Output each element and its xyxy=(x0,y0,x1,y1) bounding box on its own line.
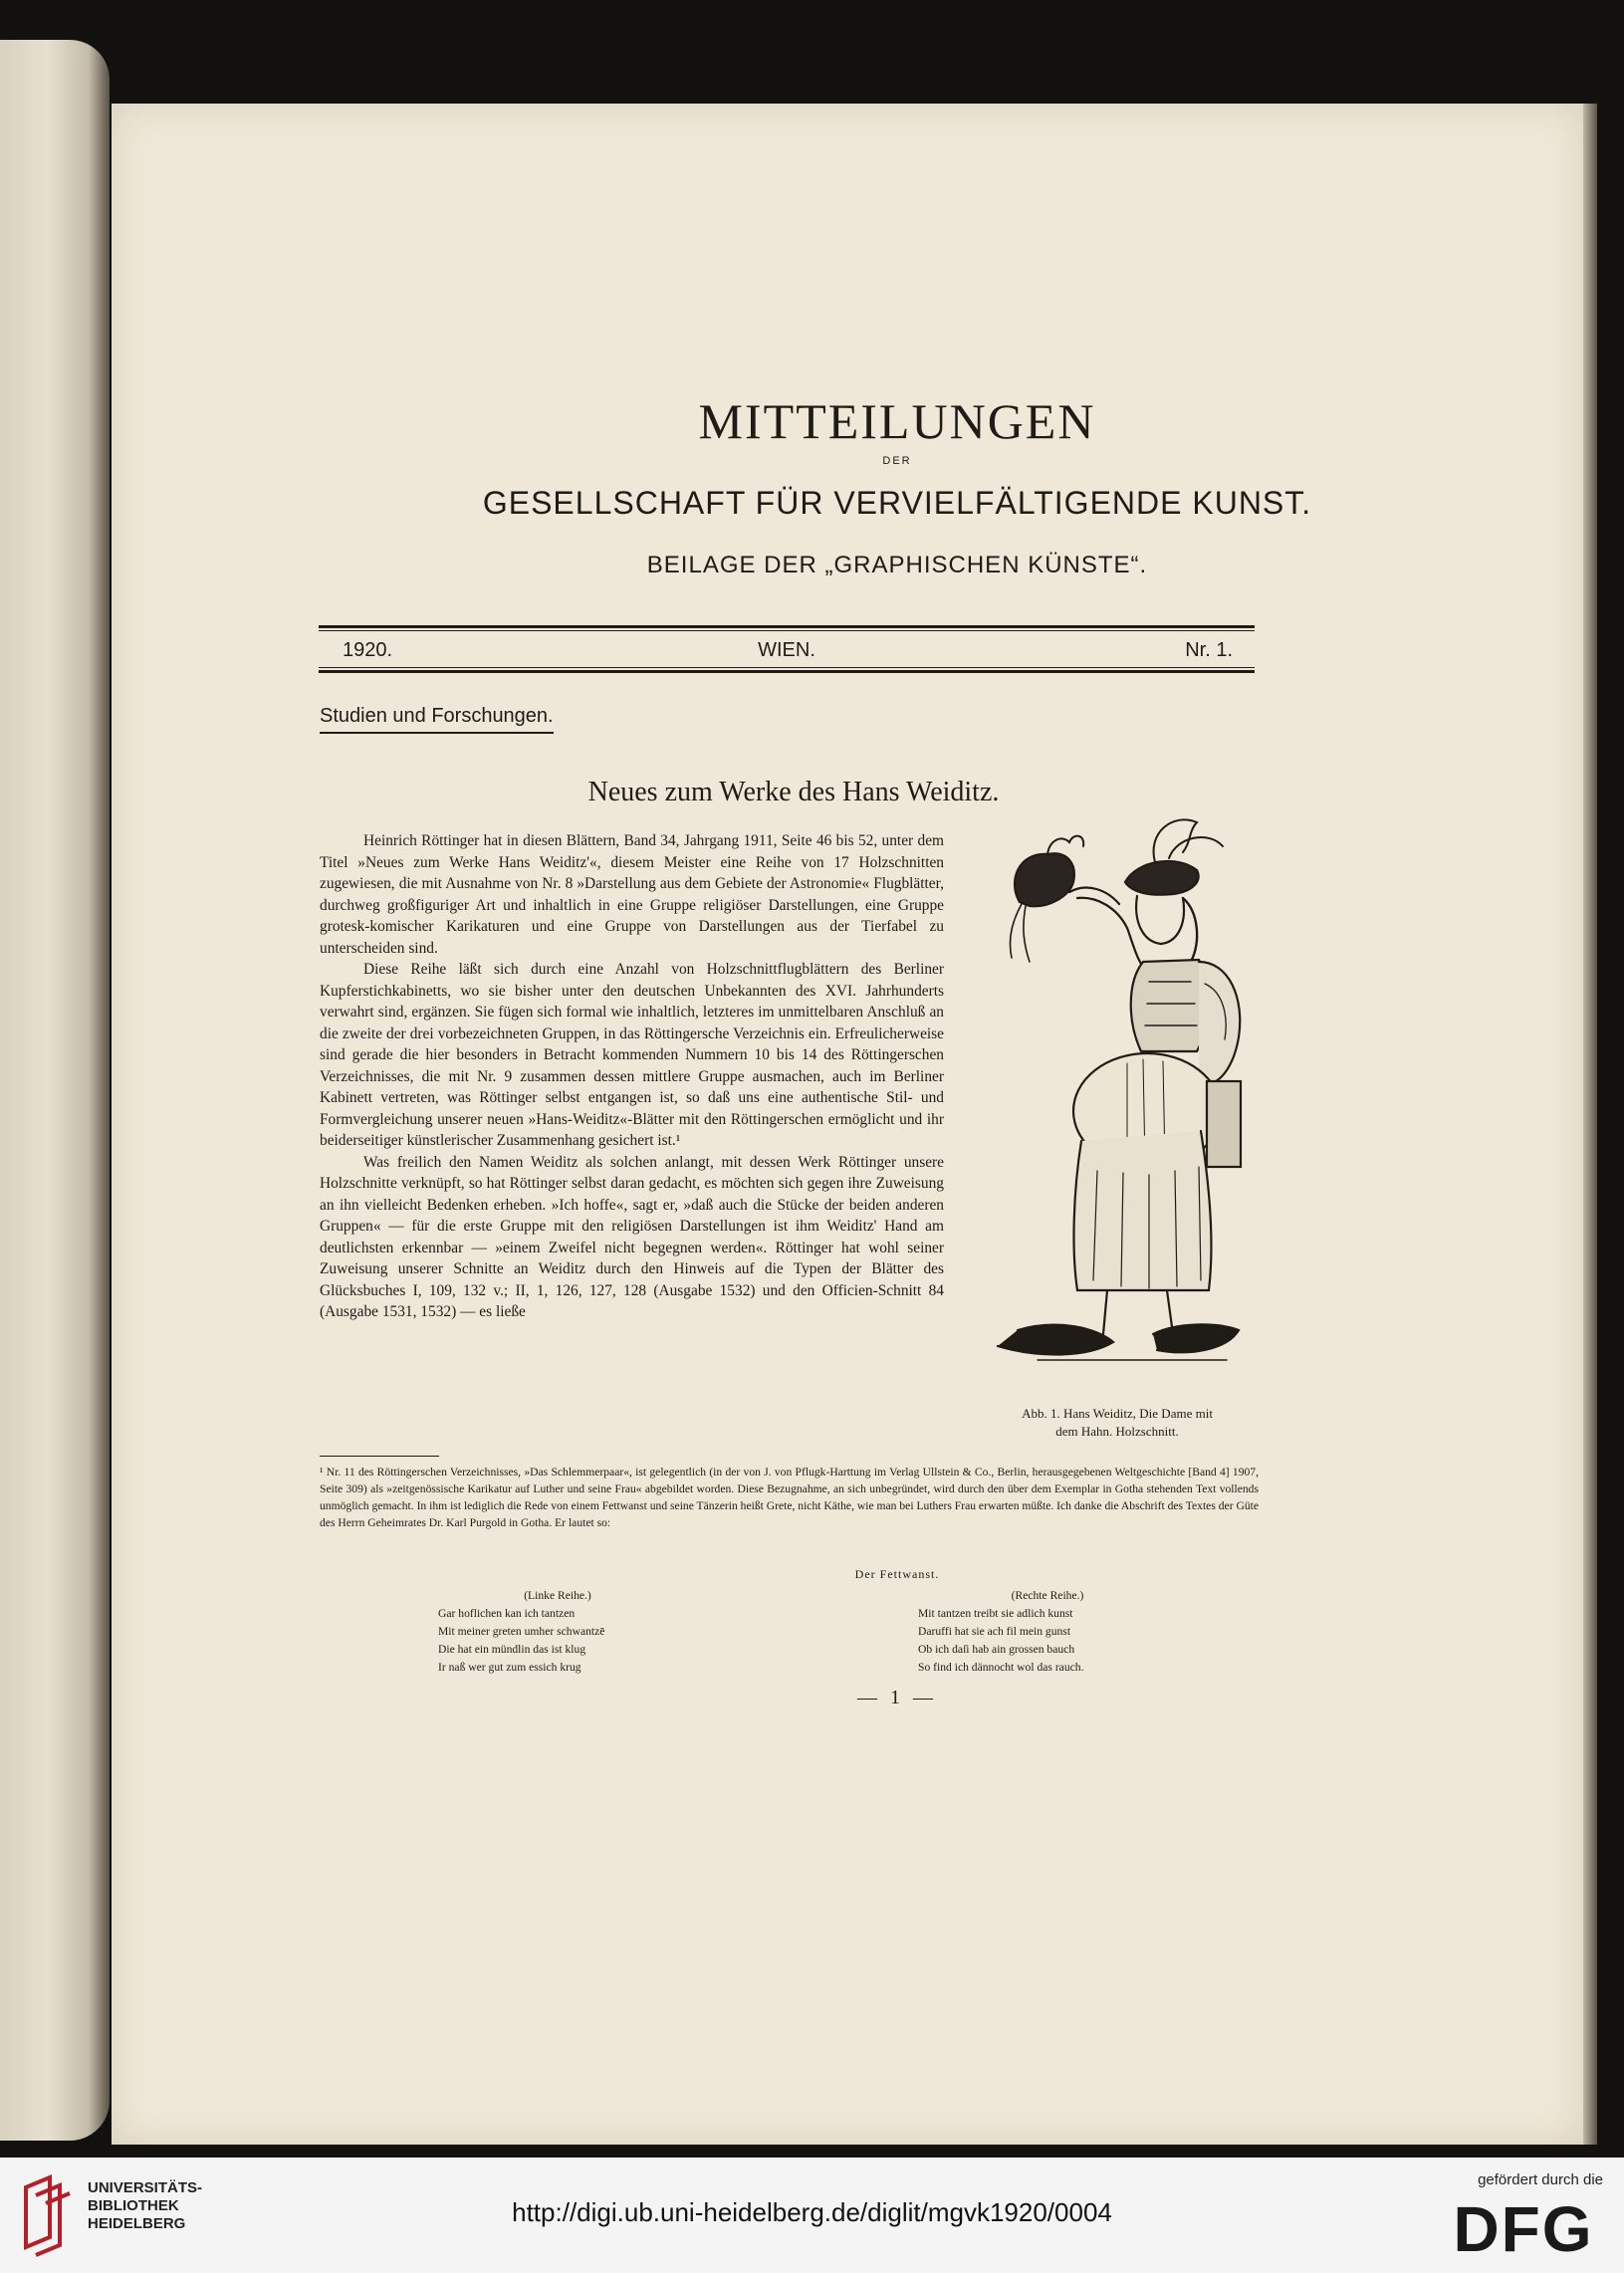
library-name-line: BIBLIOTHEK xyxy=(88,2197,179,2214)
library-name-line: HEIDELBERG xyxy=(88,2215,186,2232)
poem-line: Mit meiner greten umher schwantzē xyxy=(438,1625,605,1638)
paragraph: Heinrich Röttinger hat in diesen Blättern, Band 34, Jahrgang 1911, Seite 46 bis 52, unter dem Titel »Neues zum Werke Hans Weiditz'«, diesem Meister eine Reihe von 17 Holzschnitten zugewiesen, die mit Ausnahme von Nr. 8 »Darstellung aus dem Gebiete der Astronomie« Flugblätter, durchweg großfiguriger Art und inhaltlich in eine Gruppe religiöser Darstellungen, eine Gruppe grotesk-komischer Karikaturen und eine Gruppe von Darstellungen aus der Tierfabel zu unterscheiden sind. xyxy=(320,832,944,957)
footnote: ¹ Nr. 11 des Röttingerschen Verzeichnisses, »Das Schlemmerpaar«, ist gelegentlich (in der von J. von Pflugk-Harttung im Verlag Ullstein & Co., Berlin, herausgegebenen Weltgeschichte [Band 4] 1907, Seite 309) als »zeitgenössische Karikatur auf Luther und seine Frau« abgebildet worden. Diese Bezugnahme, an sich unbegründet, wird durch den über dem Exemplar in Gotha stehenden Text vollends unmöglich gemacht. In ihm ist lediglich die Rede von einem Fettwanst und seine Tänzerin heißt Grete, nicht Käthe, wie man bei Luthers Frau erwarten müßte. Ich danke die Abschrift des Textes der Güte des Herrn Geheimrates Dr. Karl Purgold in Gotha. Er lautet so: xyxy=(320,1466,1259,1529)
masthead-supplement: BEILAGE DER „GRAPHISCHEN KÜNSTE“. xyxy=(646,552,1148,578)
library-name-line: UNIVERSITÄTS- xyxy=(88,2179,203,2196)
article-body xyxy=(320,830,944,1323)
poem-line: Die hat ein mündlin das ist klug xyxy=(438,1643,586,1656)
figure-caption xyxy=(970,1405,1265,1441)
poem-line: Gar hoflichen kan ich tantzen xyxy=(438,1607,576,1620)
poem-right-column xyxy=(918,1587,1177,1677)
page-number: — 1 — xyxy=(857,1687,937,1708)
masthead-title: MITTEILUNGEN xyxy=(698,393,1096,449)
poem-line: Daruffi hat sie ach fil mein gunst xyxy=(918,1625,1071,1638)
viewer-footer xyxy=(0,2158,1624,2273)
poem-column-heading: (Rechte Reihe.) xyxy=(1011,1589,1084,1602)
section-heading: Studien und Forschungen. xyxy=(320,705,554,734)
journal-page xyxy=(112,104,1583,2145)
caption-line: dem Hahn. Holzschnitt. xyxy=(1055,1424,1179,1439)
footnote-rule xyxy=(320,1456,439,1457)
issue-bar xyxy=(319,629,1255,669)
poem-left-column xyxy=(438,1587,677,1677)
left-page-edge xyxy=(0,40,110,2141)
woodcut-lady-with-rooster xyxy=(978,812,1257,1380)
issue-rule-bottom-thin xyxy=(319,667,1255,668)
paragraph: Diese Reihe läßt sich durch eine Anzahl von Holzschnittflugblättern des Berliner Kupferstichkabinetts, wo sie bisher unter den deutschen Unbekannten des XVI. Jahrhunderts verwahrt sind, ergänzen. Sie fügen sich formal wie inhaltlich, letzteres im unmittelbaren Anschluß an die zweite der drei vorbezeichneten Gruppen, in das Röttingersche Verzeichnis ein. Erfreulicherweise sind gerade die hier besonders in Betracht kommenden Nummern 10 bis 14 des Röttingerschen Verzeichnisses, die mit Nr. 9 zusammen dessen mittlere Gruppe ausmachen, auch im Berliner Kabinett vertreten, was Röttinger selbst entgangen ist, so daß uns eine authentische Stil- und Formvergleichung unserer neuen »Hans-Weiditz«-Blätter mit den Röttingerschen ermöglicht und ihr beiderseitiger künstlerischer Zusammenhang gesichert ist.¹ xyxy=(320,961,944,1149)
poem-line: Ob ich daſi hab ain grossen bauch xyxy=(918,1643,1075,1656)
funding-label: gefördert durch die xyxy=(1478,2171,1603,2188)
article-title: Neues zum Werke des Hans Weiditz. xyxy=(587,777,1000,807)
issue-rule-bottom xyxy=(319,670,1255,673)
poem-line: Ir naß wer gut zum essich krug xyxy=(438,1661,581,1674)
caption-line: Abb. 1. Hans Weiditz, Die Dame mit xyxy=(1022,1406,1213,1421)
dfg-logo-text: DFG xyxy=(1453,2195,1594,2259)
issue-rule-top xyxy=(319,625,1255,628)
issue-number: Nr. 1. xyxy=(1185,639,1233,661)
poem-title: Der Fettwanst. xyxy=(854,1567,940,1581)
dfg-logo xyxy=(1442,2195,1605,2259)
masthead-society: GESELLSCHAFT FÜR VERVIELFÄLTIGENDE KUNST. xyxy=(482,485,1312,521)
permalink-url[interactable]: http://digi.ub.uni-heidelberg.de/diglit/mgvk1920/0004 xyxy=(512,2197,1112,2227)
paragraph: Was freilich den Namen Weiditz als solchen anlangt, mit dessen Werk Röttinger unsere Holzschnitte verknüpft, so hat Röttinger selbst daran gedacht, es möchten sich gegen ihre Zuweisung an ihn vielleicht Bedenken erheben. »Ich hoffe«, sagt er, »daß auch die Stücke der beiden anderen Gruppen« — für die erste Gruppe mit den religiösen Darstellungen ist ihm Weiditz' Hand am deutlichsten erkennbar — »einem Zweifel nicht begegnen werden«. Röttinger hat wohl seiner Zuweisung unserer Schnitte an Weiditz durch den Hinweis auf die Typen der Blätter des Glücksbuches I, 109, 132 v.; II, 1, 126, 127, 128 (Ausgabe 1532) und den Officien-Schnitt 84 (Ausgabe 1531, 1532) — es ließe xyxy=(320,1153,944,1320)
poem-column-heading: (Linke Reihe.) xyxy=(524,1589,591,1602)
issue-year: 1920. xyxy=(343,639,393,661)
masthead-der: DER xyxy=(882,455,912,467)
poem-line: So find ich dännocht wol das rauch. xyxy=(918,1661,1084,1674)
issue-place: WIEN. xyxy=(758,639,815,661)
poem-line: Mit tantzen treibt sie adlich kunst xyxy=(918,1607,1073,1620)
